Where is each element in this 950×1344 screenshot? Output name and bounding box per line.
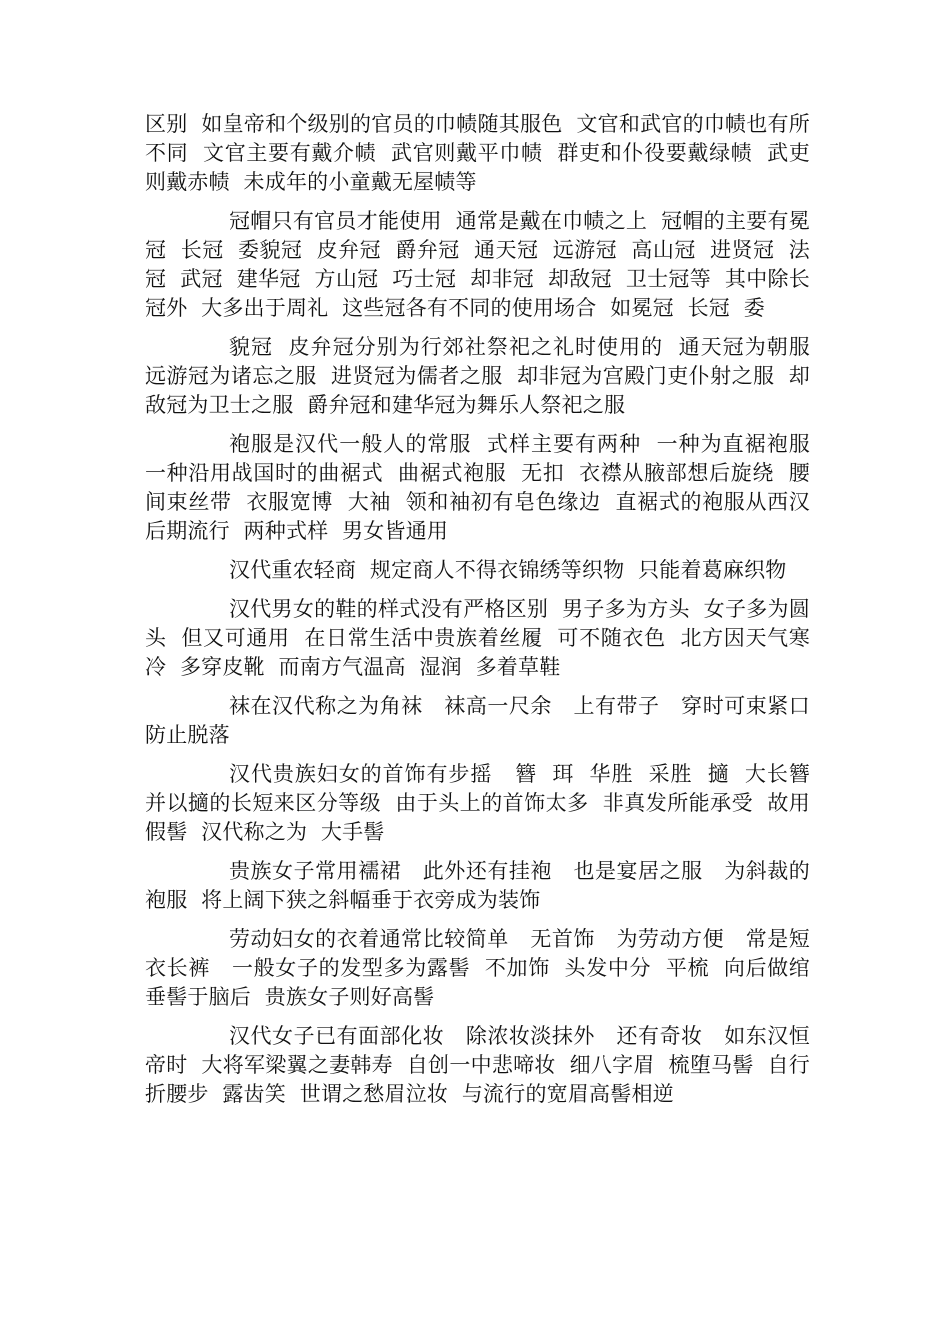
paragraph-6: 汉代男女的鞋的样式没有严格区别 男子多为方头 女子多为圆头 但又可通用 在日常生活中贵族着丝履 可不随衣色 北方因天气寒冷 多穿皮靴 而南方气温高 湿润 多着草鞋: [145, 597, 810, 679]
paragraph-2: 冠帽只有官员才能使用 通常是戴在巾帻之上 冠帽的主要有冕冠 长冠 委貌冠 皮弁冠 爵弁冠 通天冠 远游冠 高山冠 进贤冠 法冠 武冠 建华冠 方山冠 巧士冠 却非冠 却敌冠 卫士冠等 其中除长冠外 大多出于周礼 这些冠各有不同的使用场合 如冕冠 长冠 委: [145, 209, 810, 320]
paragraph-8: 汉代贵族妇女的首饰有步摇 簪 珥 华胜 采胜 擿 大长簪 并以擿的长短来区分等级 由于头上的首饰太多 非真发所能承受 故用假髻 汉代称之为 大手髻: [145, 762, 824, 844]
paragraph-11: 汉代女子已有面部化妆 除浓妆淡抹外 还有奇妆 如东汉恒帝时 大将军梁翼之妻韩寿 自创一中悲啼妆 细八字眉 梳堕马髻 自行折腰步 露齿笑 世谓之愁眉泣妆 与流行的宽眉高髻相逆: [145, 1024, 810, 1106]
paragraph-7: 袜在汉代称之为角袜 袜高一尺余 上有带子 穿时可束紧口防止脱落: [145, 694, 810, 747]
paragraph-10: 劳动妇女的衣着通常比较简单 无首饰 为劳动方便 常是短衣长裤 一般女子的发型多为露髻 不加饰 头发中分 平梳 向后做绾垂髻于脑后 贵族女子则好高髻: [145, 927, 810, 1009]
paragraph-1: 区别 如皇帝和个级别的官员的巾帻随其服色 文官和武官的巾帻也有所不同 文官主要有戴介帻 武官则戴平巾帻 群吏和仆役要戴绿帻 武吏则戴赤帻 未成年的小童戴无屋帻等: [145, 112, 810, 194]
paragraph-3: 貌冠 皮弁冠分别为行郊社祭祀之礼时使用的 通天冠为朝服 远游冠为诸忘之服 进贤冠为儒者之服 却非冠为宫殿门吏仆射之服 却敌冠为卫士之服 爵弁冠和建华冠为舞乐人祭祀之服: [145, 335, 824, 417]
paragraph-5: 汉代重农轻商 规定商人不得衣锦绣等织物 只能着葛麻织物: [229, 558, 787, 582]
paragraph-9: 贵族女子常用襦裙 此外还有挂袍 也是宴居之服 为斜裁的袍服 将上阔下狭之斜幅垂于衣旁成为装饰: [145, 859, 810, 912]
document-page: [145, 110, 824, 1119]
paragraph-4: 袍服是汉代一般人的常服 式样主要有两种 一种为直裾袍服 一种沿用战国时的曲裾式 曲裾式袍服 无扣 衣襟从腋部想后旋绕 腰间束丝带 衣服宽博 大袖 领和袖初有皂色缘边 直裾式的袍服从西汉后期流行 两种式样 男女皆通用: [145, 432, 824, 543]
